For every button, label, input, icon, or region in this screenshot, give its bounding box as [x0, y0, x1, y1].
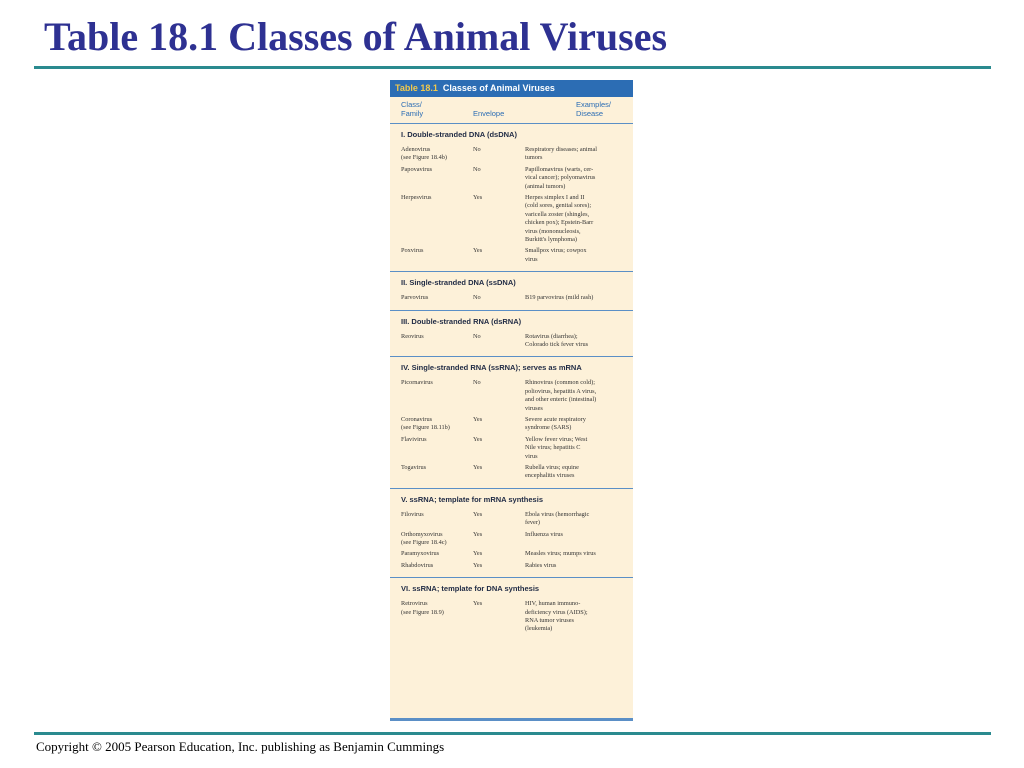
table-row [390, 550, 633, 561]
table-row [390, 436, 633, 464]
examples-cell: Papillomavirus (warts, cer- vical cancer); polyomavirus (animal tumors) [525, 165, 596, 190]
virus-family-cell: Poxvirus [401, 247, 424, 255]
envelope-cell: No [473, 294, 481, 302]
section-heading: V. ssRNA; template for mRNA synthesis [401, 494, 543, 504]
envelope-cell: Yes [473, 193, 483, 201]
examples-cell: Rabies virus [525, 561, 557, 569]
table-section [390, 124, 633, 272]
virus-family-cell: Retrovirus (see Figure 18.9) [401, 600, 444, 616]
table-row [390, 146, 633, 166]
virus-family-cell: Reovirus [401, 332, 424, 340]
table-section [390, 272, 633, 310]
envelope-cell: Yes [473, 435, 483, 443]
envelope-cell: No [473, 332, 481, 340]
slide-title: Table 18.1 Classes of Animal Viruses [44, 14, 668, 59]
section-heading: VI. ssRNA; template for DNA synthesis [401, 584, 540, 594]
virus-family-cell: Herpesvirus [401, 193, 432, 201]
virus-family-cell: Paramyxovirus [401, 550, 440, 558]
table-row [390, 511, 633, 531]
virus-family-cell: Coronavirus (see Figure 18.11b) [401, 415, 450, 432]
envelope-cell: Yes [473, 463, 483, 471]
envelope-cell: Yes [473, 550, 483, 558]
envelope-cell: No [473, 165, 481, 173]
section-heading: II. Single-stranded DNA (ssDNA) [401, 278, 516, 288]
table-body [390, 124, 633, 641]
section-heading: I. Double-stranded DNA (dsDNA) [401, 130, 517, 139]
examples-cell: Influenza virus [525, 530, 563, 538]
examples-cell: Herpes simplex I and II (cold sores, genital sores); varicella zoster (shingles, chicken pox); Epstein-Barr virus (mononucleosis, Burkitt's lymphoma) [525, 193, 594, 244]
envelope-cell: Yes [473, 600, 483, 608]
virus-family-cell: Togavirus [401, 463, 427, 471]
title-divider [34, 66, 991, 69]
table-row [390, 464, 633, 484]
virus-family-cell: Papovavirus [401, 165, 433, 173]
table-caption: Classes of Animal Viruses [442, 83, 555, 93]
envelope-cell: Yes [473, 530, 483, 538]
table-row [390, 416, 633, 436]
table-row [390, 562, 633, 573]
table-number: Table 18.1 [395, 83, 438, 93]
table-section [390, 311, 633, 358]
examples-cell: Yellow fever virus; West Nile virus; hepatitis C virus [525, 435, 588, 460]
virus-table-figure [390, 80, 633, 721]
column-header-examples: Examples/ Disease [576, 100, 612, 118]
virus-family-cell: Rhabdovirus [401, 561, 434, 569]
examples-cell: B19 parvovirus (mild rash) [525, 294, 594, 302]
envelope-cell: Yes [473, 415, 483, 423]
examples-cell: Measles virus; mumps virus [525, 550, 596, 558]
column-headers [390, 97, 633, 124]
table-row [390, 194, 633, 247]
footer-divider [34, 732, 991, 735]
envelope-cell: Yes [473, 247, 483, 255]
table-row [390, 294, 633, 305]
table-section [390, 578, 633, 641]
table-row [390, 531, 633, 551]
examples-cell: Rubella virus; equine encephalitis viruses [525, 463, 579, 480]
table-caption-bar [390, 80, 633, 97]
table-row [390, 600, 633, 637]
virus-family-cell: Parvovirus [401, 294, 429, 302]
table-row [390, 166, 633, 194]
envelope-cell: No [473, 379, 481, 387]
copyright-footer: Copyright © 2005 Pearson Education, Inc. publishing as Benjamin Cummings [36, 739, 445, 754]
examples-cell: Respiratory diseases; animal tumors [525, 146, 598, 162]
section-heading: IV. Single-stranded RNA (ssRNA); serves as mRNA [401, 363, 582, 373]
column-header-class: Class/ Family [401, 100, 424, 118]
section-heading: III. Double-stranded RNA (dsRNA) [401, 316, 522, 326]
table-row [390, 247, 633, 267]
column-header-envelope: Envelope [473, 109, 505, 118]
table-row [390, 379, 633, 416]
virus-family-cell: Picornavirus [401, 379, 433, 387]
envelope-cell: Yes [473, 561, 483, 569]
virus-family-cell: Flavivirus [401, 435, 427, 443]
examples-cell: Smallpox virus; cowpox virus [525, 247, 587, 263]
envelope-cell: Yes [473, 510, 483, 518]
table-row [390, 333, 633, 353]
virus-family-cell: Filovirus [401, 510, 424, 518]
envelope-cell: No [473, 146, 481, 153]
table-section [390, 489, 633, 578]
virus-family-cell: Orthomyxovirus (see Figure 18.4c) [401, 530, 447, 546]
virus-family-cell: Adenovirus (see Figure 18.4b) [401, 146, 447, 162]
examples-cell: Ebola virus (hemorrhagic fever) [525, 510, 590, 527]
table-section [390, 357, 633, 488]
examples-cell: Rotavirus (diarrhea); Colorado tick fever virus [525, 332, 589, 348]
examples-cell: Severe acute respiratory syndrome (SARS) [525, 415, 586, 432]
examples-cell: Rhinovirus (common cold); poliovirus, hepatitis A virus, and other enteric (intestinal) viruses [525, 379, 597, 412]
examples-cell: HIV, human immuno- deficiency virus (AIDS); RNA tumor viruses (leukemia) [525, 600, 588, 633]
